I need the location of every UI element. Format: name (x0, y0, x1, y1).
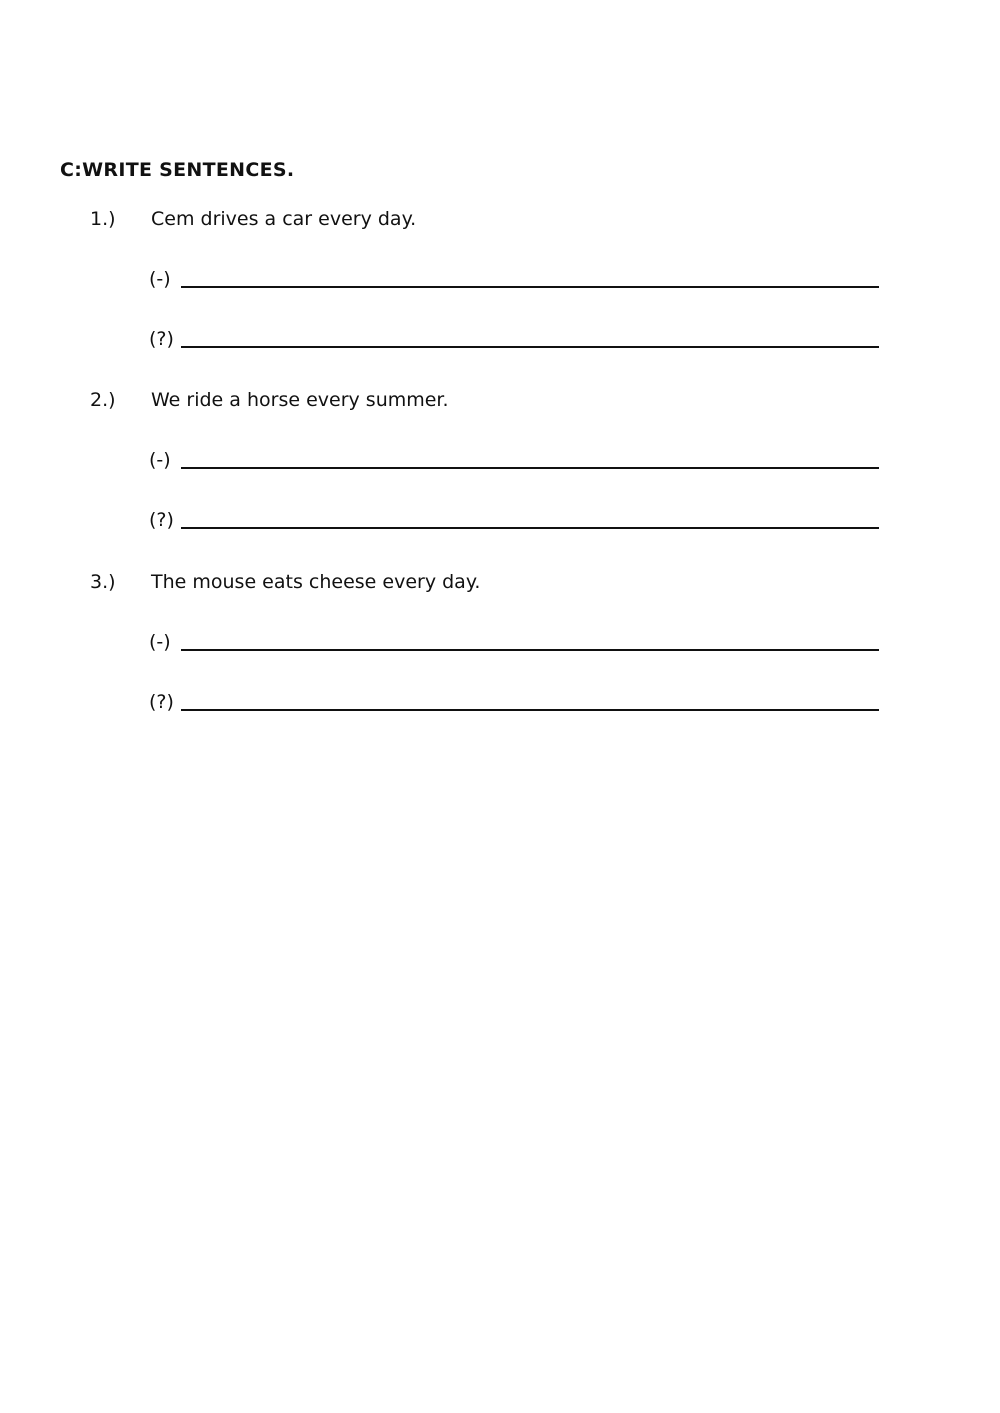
negative-label: (-) (149, 631, 171, 653)
question-answer-field[interactable] (181, 346, 879, 348)
question-sentence: Cem drives a car every day. (151, 208, 417, 230)
question-answer-row (149, 328, 884, 358)
question-sentence: We ride a horse every summer. (151, 389, 449, 411)
question-number: 1.) (90, 208, 116, 230)
question-number: 3.) (90, 571, 116, 593)
question-number: 2.) (90, 389, 116, 411)
negative-answer-field[interactable] (181, 286, 879, 288)
question-answer-row (149, 509, 884, 539)
negative-answer-row (149, 449, 884, 479)
question-answer-row (149, 691, 884, 721)
negative-answer-row (149, 268, 884, 298)
question-1 (0, 208, 1000, 378)
negative-label: (-) (149, 268, 171, 290)
question-label: (?) (149, 328, 174, 350)
question-answer-field[interactable] (181, 527, 879, 529)
question-label: (?) (149, 509, 174, 531)
question-label: (?) (149, 691, 174, 713)
question-sentence: The mouse eats cheese every day. (151, 571, 481, 593)
negative-answer-field[interactable] (181, 649, 879, 651)
question-answer-field[interactable] (181, 709, 879, 711)
question-3 (0, 571, 1000, 741)
negative-answer-field[interactable] (181, 467, 879, 469)
negative-label: (-) (149, 449, 171, 471)
section-heading: C:WRITE SENTENCES. (60, 159, 295, 181)
question-2 (0, 389, 1000, 559)
negative-answer-row (149, 631, 884, 661)
